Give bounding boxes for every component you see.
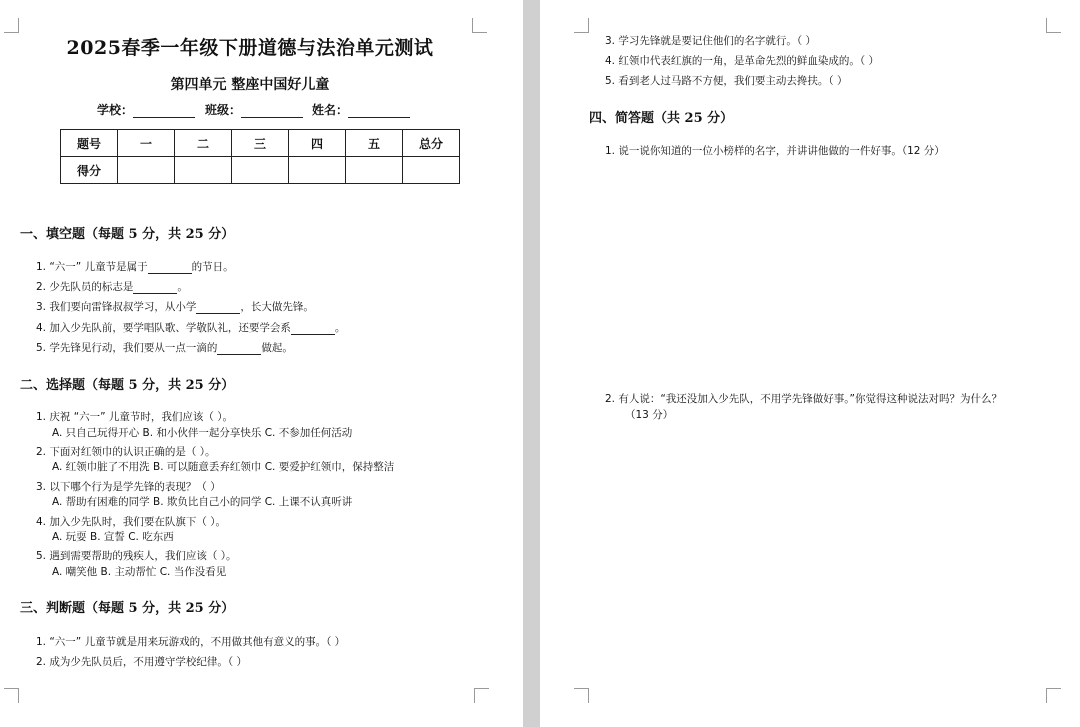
answer-blank [217, 344, 261, 355]
page-corner-mark [474, 688, 489, 703]
table-cell-empty [346, 157, 403, 184]
class-field [205, 101, 303, 118]
question-text: ，长大做先锋。 [240, 301, 314, 313]
document-title: 2025春季一年级下册道德与法治单元测试 [66, 37, 434, 59]
question-text: 4. 加入少先队前，要学唱队歌、学敬队礼，还要学会系 [36, 322, 291, 334]
section-heading-fill-blank: 一、填空题（每题 5 分，共 25 分） [20, 227, 235, 242]
question-item [36, 299, 314, 314]
table-cell: 五 [346, 130, 403, 157]
page-corner-mark [1046, 18, 1061, 33]
question-item: 2. 有人说：“我还没加入少先队，不用学先锋做好事。”你觉得这种说法对吗？为什么？ [605, 393, 1002, 405]
table-cell-empty [403, 157, 460, 184]
score-table-score-row [61, 157, 460, 184]
question-item [36, 279, 188, 294]
document-page-left [0, 0, 523, 727]
question-options: A. 嘲笑他 B. 主动帮忙 C. 当作没看见 [52, 566, 227, 578]
question-item: 2. 成为少先队员后，不用遵守学校纪律。（ ） [36, 656, 247, 668]
score-table-header-row [61, 130, 460, 157]
question-item: 1. 庆祝 “六一” 儿童节时，我们应该（ ）。 [36, 411, 233, 423]
question-options: A. 只自己玩得开心 B. 和小伙伴一起分享快乐 C. 不参加任何活动 [52, 427, 353, 439]
table-cell-empty [289, 157, 346, 184]
table-cell: 总分 [403, 130, 460, 157]
table-cell: 题号 [61, 130, 118, 157]
answer-blank [196, 303, 240, 314]
section-heading-short-answer: 四、简答题（共 25 分） [589, 111, 734, 126]
question-options: A. 帮助有困难的同学 B. 欺负比自己小的同学 C. 上课不认真听讲 [52, 496, 353, 508]
section-heading-true-false: 三、判断题（每题 5 分，共 25 分） [20, 601, 235, 616]
question-item: 5. 遇到需要帮助的残疾人，我们应该（ ）。 [36, 550, 237, 562]
question-item: 3. 学习先锋就是要记住他们的名字就行。（ ） [605, 35, 816, 47]
name-blank [348, 105, 410, 118]
table-cell: 四 [289, 130, 346, 157]
document-page-right [540, 0, 1080, 727]
table-cell: 得分 [61, 157, 118, 184]
page-corner-mark [574, 18, 589, 33]
page-corner-mark [574, 688, 589, 703]
question-text: 3. 我们要向雷锋叔叔学习，从小学 [36, 301, 197, 313]
question-item [36, 340, 293, 355]
question-text: 1. “六一” 儿童节是属于 [36, 261, 148, 273]
page-corner-mark [472, 18, 487, 33]
question-item: 2. 下面对红领巾的认识正确的是（ ）。 [36, 446, 216, 458]
table-cell-empty [175, 157, 232, 184]
question-text: 做起。 [261, 342, 293, 354]
question-item: 4. 加入少先队时，我们要在队旗下（ ）。 [36, 516, 226, 528]
question-text: 。 [177, 281, 188, 293]
question-item-continued: （13 分） [625, 409, 674, 421]
question-text: 5. 学先锋见行动，我们要从一点一滴的 [36, 342, 218, 354]
document-subtitle: 第四单元 整座中国好儿童 [170, 77, 330, 93]
page-corner-mark [4, 688, 19, 703]
table-cell-empty [232, 157, 289, 184]
question-item: 1. “六一” 儿童节就是用来玩游戏的，不用做其他有意义的事。（ ） [36, 636, 346, 648]
section-heading-multiple-choice: 二、选择题（每题 5 分，共 25 分） [20, 378, 235, 393]
school-blank [133, 105, 195, 118]
table-cell-empty [118, 157, 175, 184]
score-table [60, 129, 460, 184]
name-field [312, 101, 410, 118]
question-text: 。 [334, 322, 346, 334]
answer-blank [291, 324, 335, 335]
page-corner-mark [1046, 688, 1061, 703]
question-item: 4. 红领巾代表红旗的一角，是革命先烈的鲜血染成的。（ ） [605, 55, 879, 67]
school-field [97, 101, 195, 118]
question-item: 5. 看到老人过马路不方便，我们要主动去搀扶。（ ） [605, 75, 848, 87]
table-cell: 二 [175, 130, 232, 157]
name-label: 姓名： [312, 103, 349, 117]
answer-blank [133, 283, 177, 294]
table-cell: 一 [118, 130, 175, 157]
question-options: A. 红领巾脏了不用洗 B. 可以随意丢弃红领巾 C. 要爱护红领巾，保持整洁 [52, 461, 395, 473]
question-item [36, 259, 234, 274]
question-item [36, 320, 345, 335]
question-item: 3. 以下哪个行为是学先锋的表现？（ ） [36, 481, 221, 493]
answer-blank [148, 263, 192, 274]
question-item: 1. 说一说你知道的一位小榜样的名字，并讲讲他做的一件好事。（12 分） [605, 145, 945, 157]
question-options: A. 玩耍 B. 宣誓 C. 吃东西 [52, 531, 174, 543]
page-gap [523, 0, 540, 727]
class-blank [241, 105, 303, 118]
table-cell: 三 [232, 130, 289, 157]
school-label: 学校： [97, 103, 134, 117]
page-corner-mark [4, 18, 19, 33]
question-text: 的节日。 [191, 261, 234, 273]
class-label: 班级： [205, 103, 242, 117]
question-text: 2. 少先队员的标志是 [36, 281, 134, 293]
